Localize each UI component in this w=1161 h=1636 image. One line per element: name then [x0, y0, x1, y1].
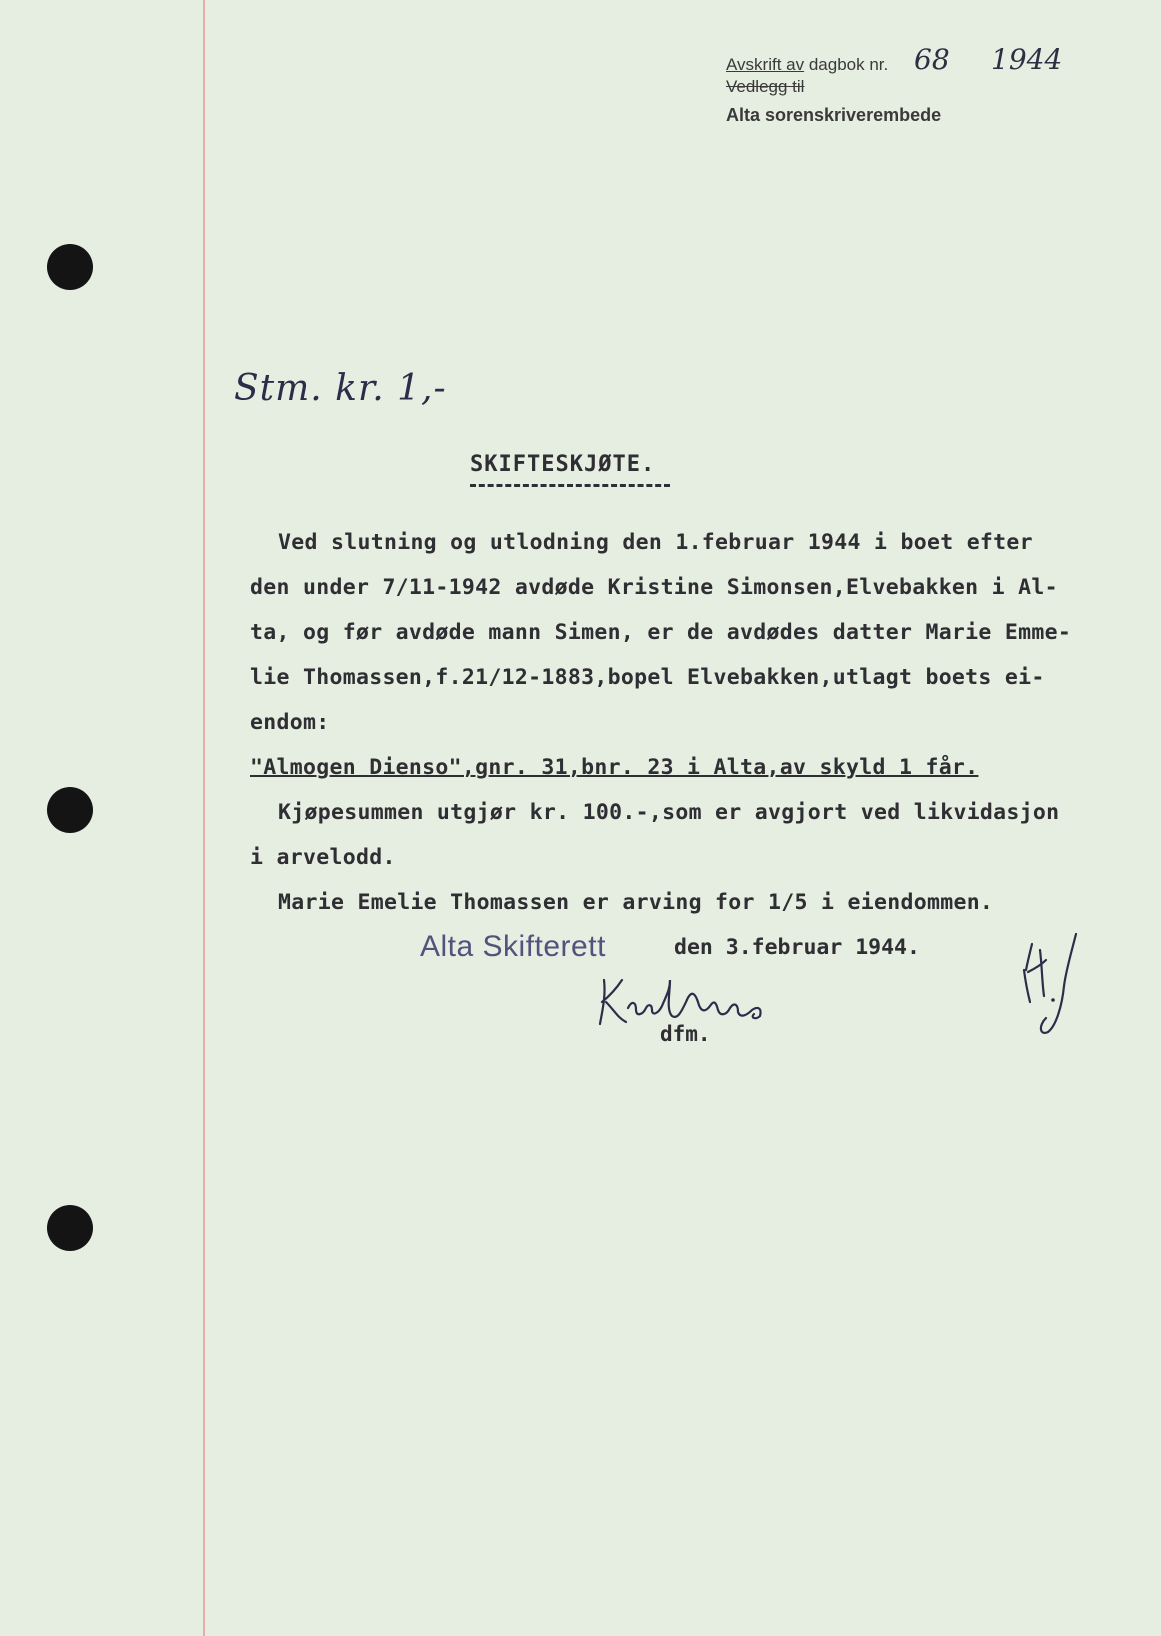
punch-hole-middle: [47, 787, 93, 833]
body-line: den under 7/11-1942 avdøde Kristine Simonsen,Elvebakken i Al-: [250, 575, 1058, 600]
stamp-fee-note: Stm. kr. 1,-: [234, 368, 447, 409]
attachment-to-label: Vedlegg til: [726, 77, 805, 96]
property-line: [250, 745, 1090, 790]
property-description: "Almogen Dienso",gnr. 31,bnr. 23 i Alta,av skyld 1 får.: [250, 755, 979, 780]
punch-hole-bottom: [47, 1205, 93, 1251]
office-name: Alta sorenskriverembede: [726, 105, 942, 125]
diary-number: 68: [914, 43, 950, 76]
body-line: ta, og før avdøde mann Simen, er de avdødes datter Marie Emme-: [250, 620, 1072, 645]
header-stamp: [726, 43, 1063, 129]
body-line: Ved slutning og utlodning den 1.februar 1944 i boet efter: [278, 530, 1033, 555]
court-stamp: Alta Skifterett: [420, 930, 606, 963]
margin-rule: [203, 0, 205, 1636]
copy-of-label: Avskrift av: [726, 55, 805, 74]
handwritten-initials: [1020, 930, 1090, 1040]
document-title: SKIFTESKJØTE.: [470, 452, 656, 477]
header-stamp-line1: [726, 43, 1063, 77]
court-date: den 3.februar 1944.: [674, 935, 920, 960]
price-line: i arvelodd.: [250, 845, 396, 870]
heir-line: Marie Emelie Thomassen er arving for 1/5 i eiendommen.: [278, 890, 994, 915]
diary-year: 1944: [991, 43, 1063, 76]
title-underline: [470, 484, 670, 487]
diary-no-label: dagbok nr.: [808, 55, 889, 74]
body-line: lie Thomassen,f.21/12-1883,bopel Elvebakken,utlagt boets ei-: [250, 665, 1045, 690]
body-line: endom:: [250, 710, 330, 735]
signatory-title: dfm.: [660, 1022, 711, 1046]
punch-hole-top: [47, 244, 93, 290]
price-line: Kjøpesummen utgjør kr. 100.-,som er avgjort ved likvidasjon: [278, 800, 1060, 825]
document-body: [250, 520, 1090, 925]
